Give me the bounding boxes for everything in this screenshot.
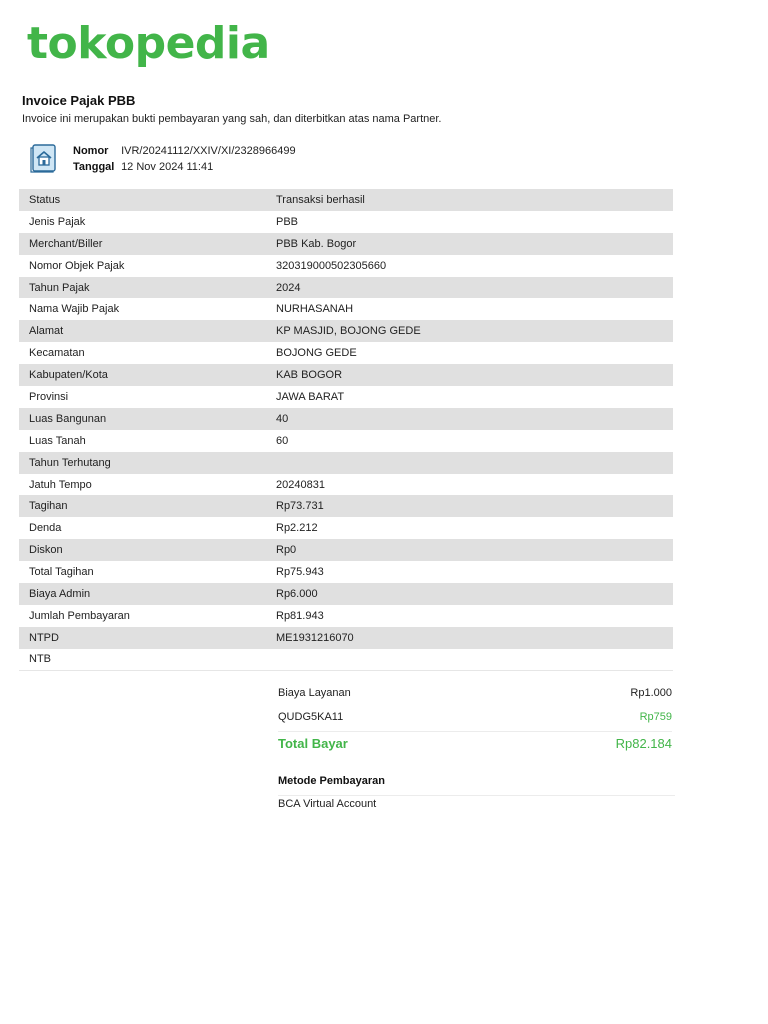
detail-label: Denda	[29, 522, 62, 535]
table-row	[19, 649, 673, 671]
detail-label: Status	[19, 189, 266, 211]
invoice-date-row	[73, 159, 296, 175]
invoice-date-value: 12 Nov 2024 11:41	[121, 161, 214, 173]
detail-value: NURHASANAH	[276, 303, 354, 316]
detail-label: Provinsi	[29, 390, 69, 403]
detail-value: KAB BOGOR	[266, 364, 673, 386]
detail-value: BOJONG GEDE	[276, 347, 357, 360]
detail-label: Jumlah Pembayaran	[29, 609, 130, 622]
voucher-row	[278, 705, 672, 729]
detail-label: Jenis Pajak	[29, 215, 86, 228]
detail-value: 60	[276, 434, 289, 447]
detail-value	[266, 649, 673, 671]
detail-value: 40	[266, 408, 673, 430]
detail-value: Transaksi berhasil	[266, 189, 673, 211]
invoice-title: Invoice Pajak PBB	[22, 93, 136, 108]
table-row	[19, 627, 673, 649]
invoice-number-label: Nomor	[73, 145, 109, 157]
service-fee-row	[278, 681, 672, 705]
detail-label: Nomor Objek Pajak	[29, 259, 125, 272]
table-row	[19, 583, 673, 605]
service-fee-label: Biaya Layanan	[278, 687, 351, 699]
table-row	[19, 386, 673, 408]
payment-method-value: BCA Virtual Account	[278, 798, 377, 810]
detail-value: Rp81.943	[276, 609, 324, 622]
tokopedia-logo: tokopedia	[27, 18, 270, 69]
total-value: Rp82.184	[615, 736, 672, 751]
invoice-subtitle: Invoice ini merupakan bukti pembayaran yang sah, dan diterbitkan atas nama Partner.	[22, 113, 442, 125]
detail-label: Alamat	[19, 320, 266, 342]
table-row	[19, 364, 673, 386]
detail-label: Kabupaten/Kota	[19, 364, 266, 386]
table-row	[19, 211, 673, 233]
detail-value: 20240831	[276, 478, 325, 491]
document-house-icon	[28, 142, 60, 174]
detail-label: Jatuh Tempo	[29, 478, 92, 491]
detail-value: Rp2.212	[276, 522, 318, 535]
table-row	[19, 452, 673, 474]
voucher-value: Rp759	[639, 711, 672, 723]
table-row	[19, 342, 673, 364]
detail-value: ME1931216070	[266, 627, 673, 649]
invoice-meta	[73, 143, 296, 175]
table-row	[19, 539, 673, 561]
detail-value: 320319000502305660	[276, 259, 387, 272]
table-row	[19, 408, 673, 430]
table-row	[19, 561, 673, 583]
detail-label: Diskon	[19, 539, 266, 561]
invoice-detail-table	[19, 189, 673, 671]
total-row	[278, 731, 672, 755]
detail-value: Rp0	[266, 539, 673, 561]
detail-label: Merchant/Biller	[19, 233, 266, 255]
detail-value	[266, 452, 673, 474]
table-row	[19, 255, 673, 277]
table-row	[19, 298, 673, 320]
table-row	[19, 605, 673, 627]
table-row	[19, 517, 673, 539]
invoice-number-row	[73, 143, 296, 159]
total-label: Total Bayar	[278, 736, 348, 751]
table-row	[19, 233, 673, 255]
invoice-date-label: Tanggal	[73, 161, 115, 173]
detail-label: Luas Tanah	[29, 434, 86, 447]
detail-label: Luas Bangunan	[19, 408, 266, 430]
detail-value: PBB	[276, 215, 299, 228]
detail-label: NTPD	[19, 627, 266, 649]
payment-method-title: Metode Pembayaran	[278, 775, 385, 787]
detail-label: NTB	[19, 649, 266, 671]
voucher-code: QUDG5KA11	[278, 711, 344, 723]
detail-label: Tagihan	[19, 495, 266, 517]
table-row	[19, 430, 673, 452]
detail-value: Rp75.943	[276, 566, 324, 579]
detail-value: Rp6.000	[266, 583, 673, 605]
detail-label: Total Tagihan	[29, 566, 94, 579]
table-row	[19, 189, 673, 211]
detail-value: KP MASJID, BOJONG GEDE	[266, 320, 673, 342]
detail-label: Kecamatan	[29, 347, 85, 360]
divider	[278, 795, 675, 796]
table-row	[19, 320, 673, 342]
table-row	[19, 277, 673, 299]
service-fee-value: Rp1.000	[630, 687, 672, 699]
detail-label: Biaya Admin	[19, 583, 266, 605]
detail-label: Tahun Pajak	[19, 277, 266, 299]
payment-summary	[278, 681, 672, 755]
table-row	[19, 474, 673, 496]
invoice-number-value: IVR/20241112/XXIV/XI/2328966499	[121, 145, 296, 157]
detail-value: JAWA BARAT	[276, 390, 345, 403]
detail-value: 2024	[266, 277, 673, 299]
detail-value: Rp73.731	[266, 495, 673, 517]
table-row	[19, 495, 673, 517]
detail-value: PBB Kab. Bogor	[266, 233, 673, 255]
detail-label: Tahun Terhutang	[19, 452, 266, 474]
detail-label: Nama Wajib Pajak	[29, 303, 120, 316]
